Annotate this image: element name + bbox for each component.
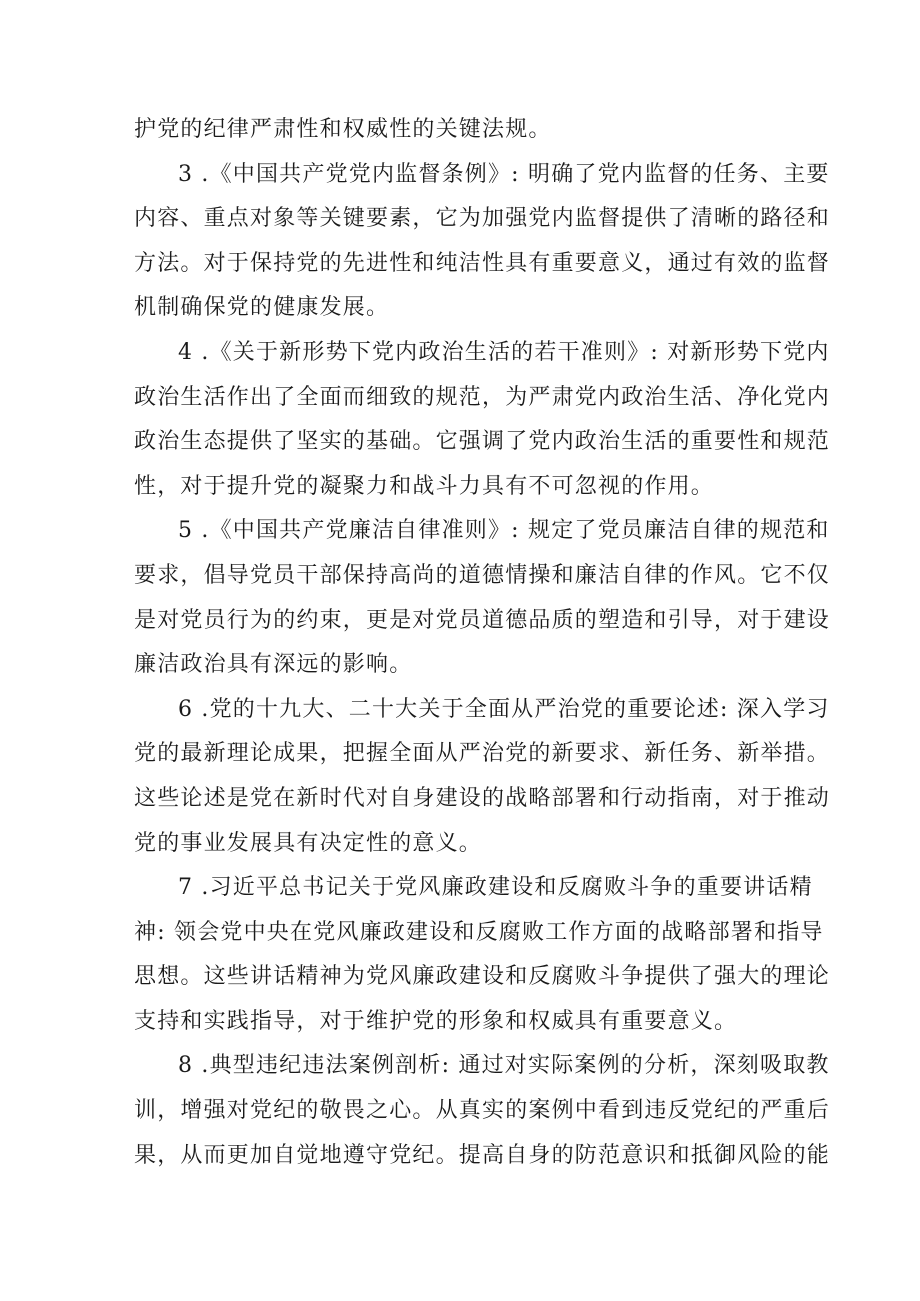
paragraph-line: 廉洁政治具有深远的影响。 [134,652,413,678]
paragraph-line: 内容、重点对象等关键要素，它为加强党内监督提供了清晰的路径和 [134,206,831,232]
paragraph-line: 党的最新理论成果，把握全面从严治党的新要求、新任务、新举措。 [134,741,831,767]
paragraph-line: 思想。这些讲话精神为党风廉政建设和反腐败斗争提供了强大的理论 [134,964,831,990]
body-text [134,108,831,1178]
paragraph-line: 果，从而更加自觉地遵守党纪。提高自身的防范意识和抵御风险的能 [134,1142,831,1168]
paragraph-first-line: 8 .典型违纪违法案例剖析: 通过对实际案例的分析，深刻吸取教 [178,1053,830,1079]
paragraph-first-line: 4 .《关于新形势下党内政治生活的若干准则》: 对新形势下党内 [178,339,830,365]
paragraph-line: 党的事业发展具有决定性的意义。 [134,830,483,856]
paragraph-line: 性，对于提升党的凝聚力和战斗力具有不可忽视的作用。 [134,473,715,499]
paragraph-line: 这些论述是党在新时代对自身建设的战略部署和行动指南，对于推动 [134,785,831,811]
paragraph-first-line: 5 .《中国共产党廉洁自律准则》: 规定了党员廉洁自律的规范和 [178,518,830,544]
paragraph-line: 政治生态提供了坚实的基础。它强调了党内政治生活的重要性和规范 [134,429,831,455]
paragraph-line: 支持和实践指导，对于维护党的形象和权威具有重要意义。 [134,1008,738,1034]
paragraph-line: 训，增强对党纪的敬畏之心。从真实的案例中看到违反党纪的严重后 [134,1098,831,1124]
paragraph-line: 神: 领会党中央在党风廉政建设和反腐败工作方面的战略部署和指导 [134,919,824,945]
paragraph-first-line: 6 .党的十九大、二十大关于全面从严治党的重要论述: 深入学习 [178,696,830,722]
paragraph-line: 要求，倡导党员干部保持高尚的道德情操和廉洁自律的作风。它不仅 [134,562,831,588]
paragraph-line: 方法。对于保持党的先进性和纯洁性具有重要意义，通过有效的监督 [134,250,831,276]
paragraph-first-line: 3 .《中国共产党党内监督条例》: 明确了党内监督的任务、主要 [178,161,830,187]
paragraph-first-line: 7 .习近平总书记关于党风廉政建设和反腐败斗争的重要讲话精 [178,875,813,901]
paragraph-line: 护党的纪律严肃性和权威性的关键法规。 [134,117,552,142]
paragraph-line: 政治生活作出了全面而细致的规范，为严肃党内政治生活、净化党内 [134,384,831,410]
paragraph-line: 机制确保党的健康发展。 [134,295,390,321]
paragraph-line: 是对党员行为的约束，更是对党员道德品质的塑造和引导，对于建设 [134,607,831,633]
